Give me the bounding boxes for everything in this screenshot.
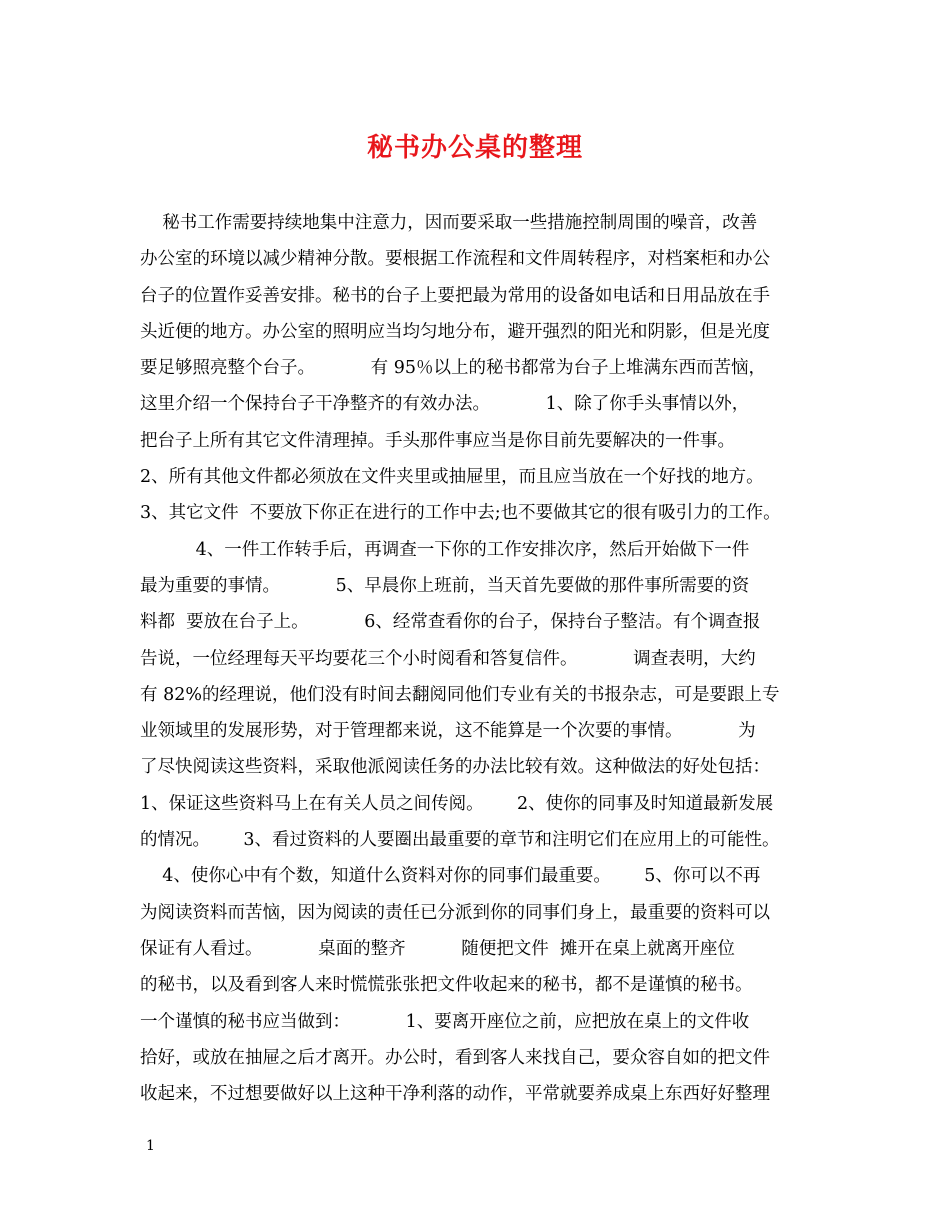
body-line: 要足够照亮整个台子。 有 95％以上的秘书都常为台子上堆满东西而苦恼， xyxy=(140,358,766,379)
body-line: 保证有人看过。 桌面的整齐 随便把文件 摊开在桌上就离开座位 xyxy=(140,938,735,959)
body-text xyxy=(140,205,830,1112)
body-line: 为阅读资料而苦恼，因为阅读的责任已分派到你的同事们身上，最重要的资料可以 xyxy=(140,902,770,923)
document-title: 秘书办公桌的整理 xyxy=(366,133,583,163)
body-line: 4、一件工作转手后，再调查一下你的工作安排次序，然后开始做下一件 xyxy=(140,539,750,560)
body-line: 把台子上所有其它文件清理掉。手头那件事应当是你目前先要解决的一件事。 xyxy=(140,430,735,451)
body-line: 最为重要的事情。 5、早晨你上班前，当天首先要做的那件事所需要的资 xyxy=(140,575,750,596)
body-line: 了尽快阅读这些资料，采取他派阅读任务的办法比较有效。这种做法的好处包括： xyxy=(140,757,770,778)
body-line: 1、保证这些资料马上在有关人员之间传阅。 2、使你的同事及时知道最新发展 xyxy=(140,793,774,814)
page-number: 1 xyxy=(146,1138,155,1154)
body-line: 收起来，不过想要做好以上这种干净利落的动作，平常就要养成桌上东西好好整理 xyxy=(140,1084,770,1105)
body-line: 台子的位置作妥善安排。秘书的台子上要把最为常用的设备如电话和日用品放在手 xyxy=(140,285,770,306)
body-line: 4、使你心中有个数，知道什么资料对你的同事们最重要。 5、你可以不再 xyxy=(140,866,761,887)
body-line: 有 82%的经理说，他们没有时间去翻阅同他们专业有关的书报杂志，可是要跟上专 xyxy=(140,684,780,705)
body-line: 办公室的环境以减少精神分散。要根据工作流程和文件周转程序，对档案柜和办公 xyxy=(140,249,770,270)
body-line: 3、其它文件 不要放下你正在进行的工作中去;也不要做其它的很有吸引力的工作。 xyxy=(140,503,781,524)
body-line: 业领域里的发展形势，对于管理都来说，这不能算是一个次要的事情。 为 xyxy=(140,721,756,742)
body-line: 的情况。 3、看过资料的人要圈出最重要的章节和注明它们在应用上的可能性。 xyxy=(140,830,780,851)
body-line: 的秘书，以及看到客人来时慌慌张张把文件收起来的秘书，都不是谨慎的秘书。 xyxy=(140,975,753,996)
body-line: 一个谨慎的秘书应当做到： 1、要离开座位之前，应把放在桌上的文件收 xyxy=(140,1011,750,1032)
body-line: 秘书工作需要持续地集中注意力，因而要采取一些措施控制周围的噪音，改善 xyxy=(140,213,758,233)
body-line: 2、所有其他文件都必须放在文件夹里或抽屉里，而且应当放在一个好找的地方。 xyxy=(140,467,764,488)
body-line: 料都 要放在台子上。 6、经常查看你的台子，保持台子整洁。有个调查报 xyxy=(140,612,761,633)
body-line: 头近便的地方。办公室的照明应当均匀地分布，避开强烈的阳光和阴影，但是光度 xyxy=(140,321,770,342)
body-line: 告说，一位经理每天平均要花三个小时阅看和答复信件。 调查表明，大约 xyxy=(140,648,756,669)
body-line: 这里介绍一个保持台子干净整齐的有效办法。 1、除了你手头事情以外， xyxy=(140,394,750,415)
body-line: 拾好，或放在抽屉之后才离开。办公时，看到客人来找自己，要众容自如的把文件 xyxy=(140,1047,770,1068)
